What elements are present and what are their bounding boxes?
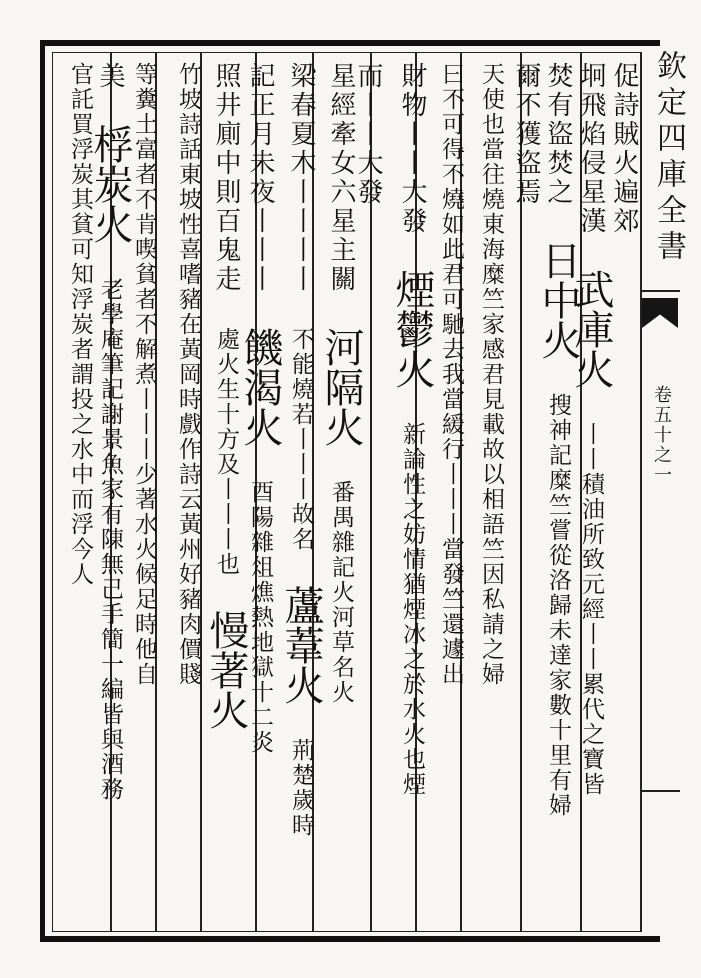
annotation: 新論性之妨情猶煙冰之於水火也煙 [399, 422, 425, 797]
entry-heading: 日中火 [535, 240, 581, 360]
text-column [606, 62, 642, 928]
text-run: 而丨丨大發 [353, 62, 383, 207]
text-column [508, 62, 544, 928]
text-column [62, 62, 98, 928]
text-run: 照井廁中則百鬼走 [211, 62, 241, 294]
entry-heading: 饑渴火 [237, 327, 283, 447]
annotation: 丨丨積油所致元經丨丨累代之寶皆 [578, 422, 604, 797]
text-run: 曰不可得不燒如此君可馳去我當緩行丨丨丨當發竺還遽出 [438, 62, 464, 687]
text-column [203, 62, 249, 928]
text-run: 竹坡詩話東坡性喜嗜豬在黃岡時戲作詩云黃州好豬肉價賤 [175, 62, 201, 687]
annotation: 老學庵筆記謝景魚家有陳無己手簡一編皆與酒務 [97, 277, 123, 802]
fishtail-mark [642, 298, 678, 328]
annotation: 番禺雜記火河草名火 [328, 480, 354, 705]
text-run: 財物丨丨大發 [397, 62, 427, 236]
annotation: 酉陽雜俎燋熱地獄十二炎 [247, 480, 273, 755]
annotation: 荊楚歲時 [288, 738, 314, 838]
text-run: 爾不獲盜焉 [511, 62, 541, 207]
text-run: 官託買浮炭其貧可知浮炭者謂投之水中而浮今人 [67, 62, 93, 587]
text-run: 等糞土富者不肯喫貧者不解煮丨丨丨少著水火候足時他自 [131, 62, 157, 687]
text-run: 促詩賊火遍郊 [609, 62, 639, 236]
text-run: 記正月未夜丨丨丨 [245, 62, 275, 294]
text-column [473, 62, 509, 928]
text-column [433, 62, 469, 928]
margin-divider [640, 290, 680, 292]
entry-heading: 河隔火 [318, 327, 364, 447]
text-run: 星經牽女六星主關 [326, 62, 356, 294]
text-column [237, 62, 283, 928]
margin-divider [640, 790, 680, 792]
text-run: 處火生十方及丨丨丨也 [213, 327, 239, 577]
text-run: 美 [95, 62, 125, 91]
text-column [389, 62, 435, 928]
entry-heading: 蘆葦火 [278, 585, 324, 705]
volume-label: 卷五十之一 [651, 385, 672, 485]
book-title: 欽定四庫全書 [651, 50, 686, 266]
text-run: 不能燒若丨丨丨故名 [288, 327, 314, 552]
text-column [278, 62, 324, 928]
text-column [568, 62, 614, 928]
annotation: 搜神記糜竺嘗從洛歸未達家數十里有婦 [545, 393, 571, 818]
text-run: 坰飛焰侵星漢 [576, 62, 606, 236]
entry-heading: 煙鬱火 [389, 269, 435, 389]
entry-heading: 武庫火 [568, 269, 614, 389]
text-column [535, 62, 581, 928]
text-run: 梁春夏木丨丨丨丨 [286, 62, 316, 294]
text-run: 天使也當往燒東海糜竺家感君見載故以相語竺因私請之婦 [478, 62, 504, 687]
entry-heading: 桴炭火 [87, 124, 133, 244]
text-column [318, 62, 364, 928]
text-run: 焚有盜焚之 [543, 62, 573, 207]
text-column [170, 62, 206, 928]
entry-heading: 慢著火 [203, 610, 249, 730]
